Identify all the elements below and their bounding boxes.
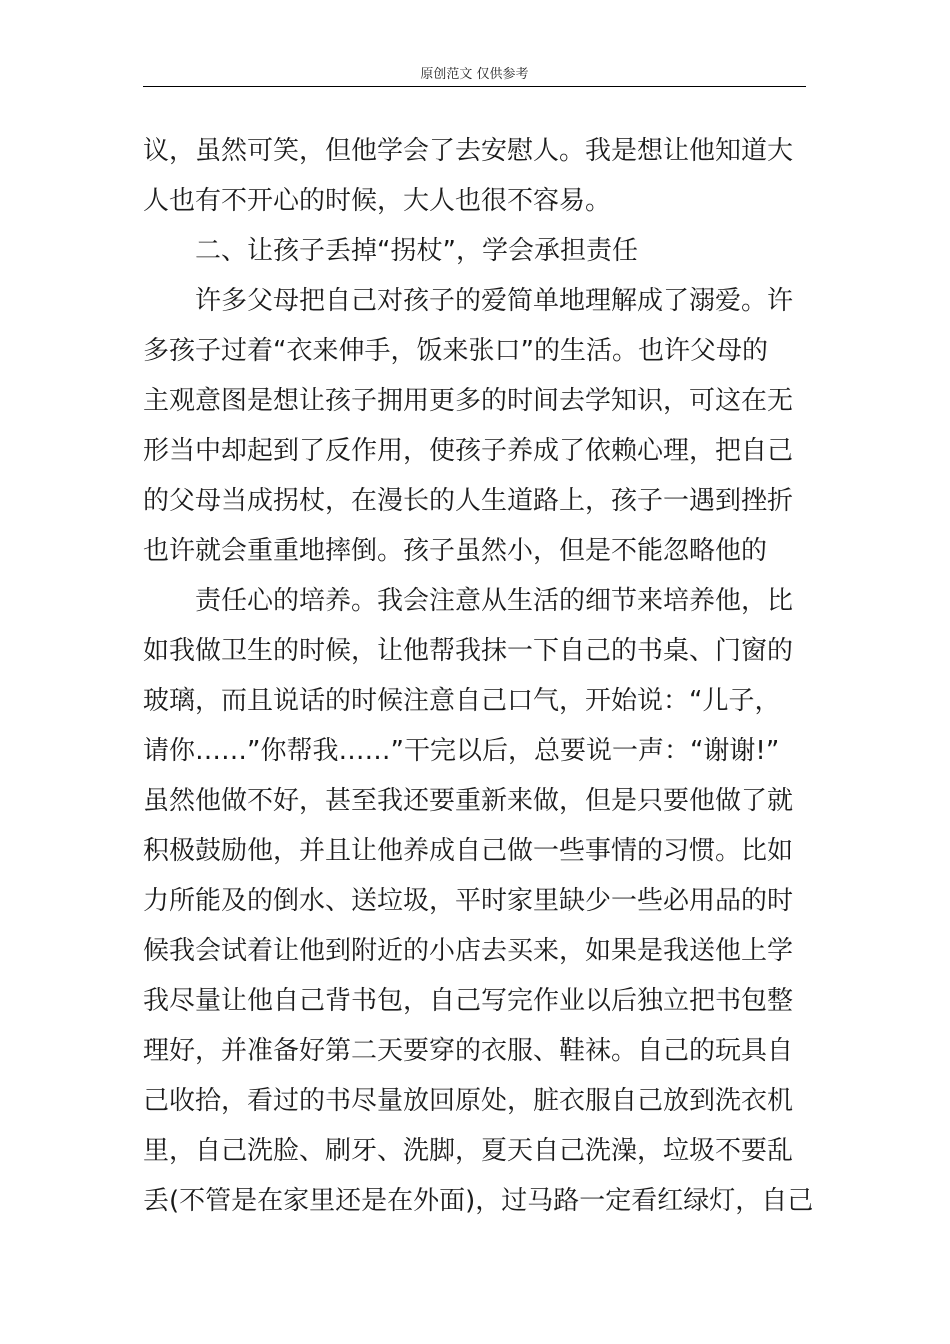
text-line: 议，虽然可笑，但他学会了去安慰人。我是想让他知道大 xyxy=(143,136,794,166)
page-header: 原创范文 仅供参考 xyxy=(420,67,529,82)
text-line: 力所能及的倒水、送垃圾，平时家里缺少一些必用品的时 xyxy=(143,886,794,916)
text-line: 请你……”你帮我……”干完以后，总要说一声：“谢谢!” xyxy=(143,736,780,766)
text-line: 如我做卫生的时候，让他帮我抹一下自己的书桌、门窗的 xyxy=(143,636,794,666)
text-line: 也许就会重重地摔倒。孩子虽然小，但是不能忽略他的 xyxy=(143,536,768,566)
text-line: 人也有不开心的时候，大人也很不容易。 xyxy=(143,186,612,216)
text-line: 丢(不管是在家里还是在外面)，过马路一定看红绿灯，自己 xyxy=(143,1186,813,1216)
text-line: 理好，并准备好第二天要穿的衣服、鞋袜。自己的玩具自 xyxy=(143,1036,794,1066)
text-line: 多孩子过着“衣来伸手，饭来张口”的生活。也许父母的 xyxy=(143,336,768,366)
text-line: 形当中却起到了反作用，使孩子养成了依赖心理，把自己 xyxy=(143,436,794,466)
text-line: 己收拾，看过的书尽量放回原处，脏衣服自己放到洗衣机 xyxy=(143,1086,794,1116)
text-line: 积极鼓励他，并且让他养成自己做一些事情的习惯。比如 xyxy=(143,836,794,866)
paragraph-start-line: 责任心的培养。我会注意从生活的细节来培养他，比 xyxy=(195,586,794,616)
text-line: 里，自己洗脸、刷牙、洗脚，夏天自己洗澡，垃圾不要乱 xyxy=(143,1136,794,1166)
header-divider xyxy=(143,86,806,87)
paragraph-start-line: 许多父母把自己对孩子的爱简单地理解成了溺爱。许 xyxy=(195,286,794,316)
text-line: 虽然他做不好，甚至我还要重新来做，但是只要他做了就 xyxy=(143,786,794,816)
body-text xyxy=(143,126,813,1226)
text-line: 主观意图是想让孩子拥用更多的时间去学知识，可这在无 xyxy=(143,386,794,416)
text-line: 我尽量让他自己背书包，自己写完作业以后独立把书包整 xyxy=(143,986,794,1016)
text-line: 候我会试着让他到附近的小店去买来，如果是我送他上学 xyxy=(143,936,794,966)
text-line: 玻璃，而且说话的时候注意自己口气，开始说：“儿子， xyxy=(143,686,781,716)
section-heading: 二、让孩子丢掉“拐杖”，学会承担责任 xyxy=(195,236,638,266)
text-line: 的父母当成拐杖，在漫长的人生道路上，孩子一遇到挫折 xyxy=(143,486,794,516)
